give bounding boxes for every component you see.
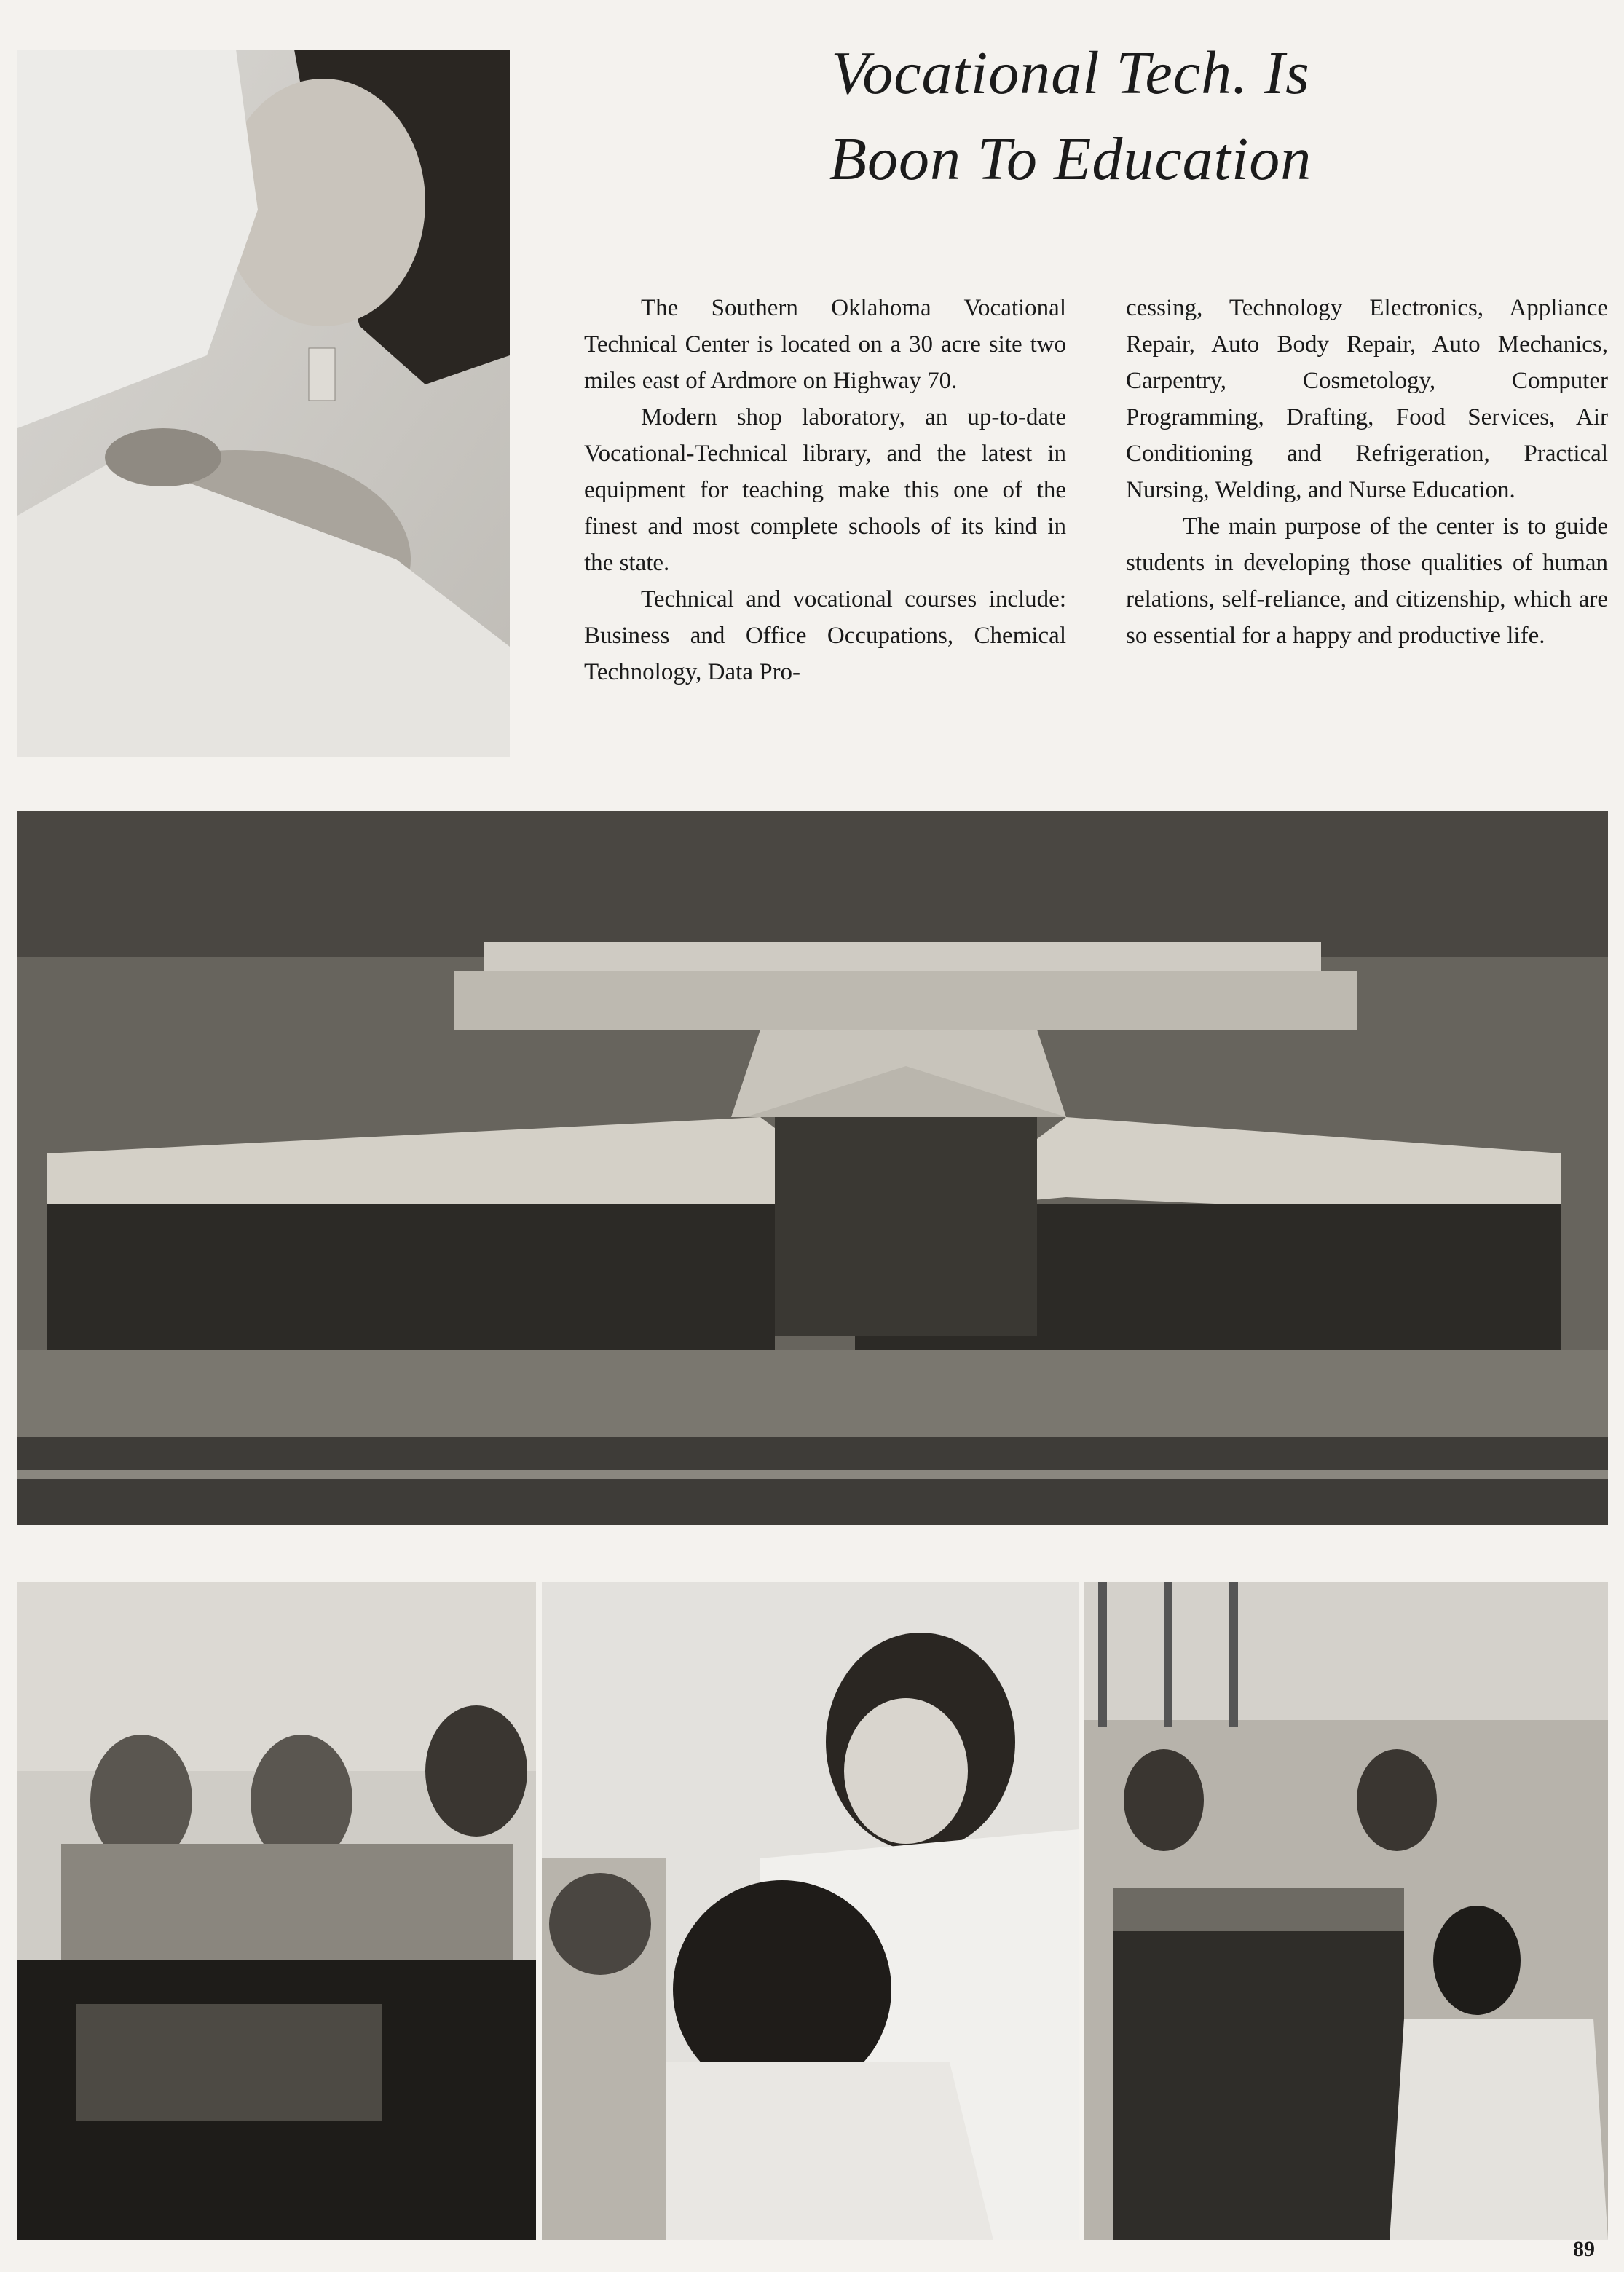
photo-auto-mechanics [17, 1582, 536, 2240]
photo-cosmetology-hair [542, 1582, 1079, 2240]
title-line-1: Vocational Tech. Is [831, 39, 1310, 107]
photo-aerial-campus [17, 811, 1608, 1525]
page-number: 89 [1573, 2237, 1595, 2261]
paragraph: The Southern Oklahoma Vocational Technical Center is located on a 30 acre site two miles east of Ardmore on Highway 70. [584, 295, 1066, 394]
photo-data-processing [1084, 1582, 1608, 2240]
paragraph: Modern shop laboratory, an up-to-date Vocational-Technical library, and the latest in equipment for teaching make this one of the finest and most complete schools of its kind in the state. [584, 404, 1066, 576]
paragraph: Technical and vocational courses include: Business and Office Occupations, Chemical Technology, Data Pro- [584, 586, 1066, 685]
paragraph: The main purpose of the center is to guide students in developing those qualities of human relations, self-reliance, and citizenship, which are so essential for a happy and productive life. [1126, 513, 1608, 649]
title-line-2: Boon To Education [829, 125, 1312, 193]
photo-facial-treatment [17, 50, 510, 757]
article-column-2 [1126, 290, 1608, 654]
paragraph: cessing, Technology Electronics, Appliance Repair, Auto Body Repair, Auto Mechanics, Carpentry, Cosmetology, Computer Programming, Drafting, Food Services, Air Conditioning and Refrigeration, Practical Nursing, Welding, and Nurse Education. [1126, 295, 1608, 503]
article-column-1 [584, 290, 1066, 690]
page-title [743, 31, 1398, 202]
